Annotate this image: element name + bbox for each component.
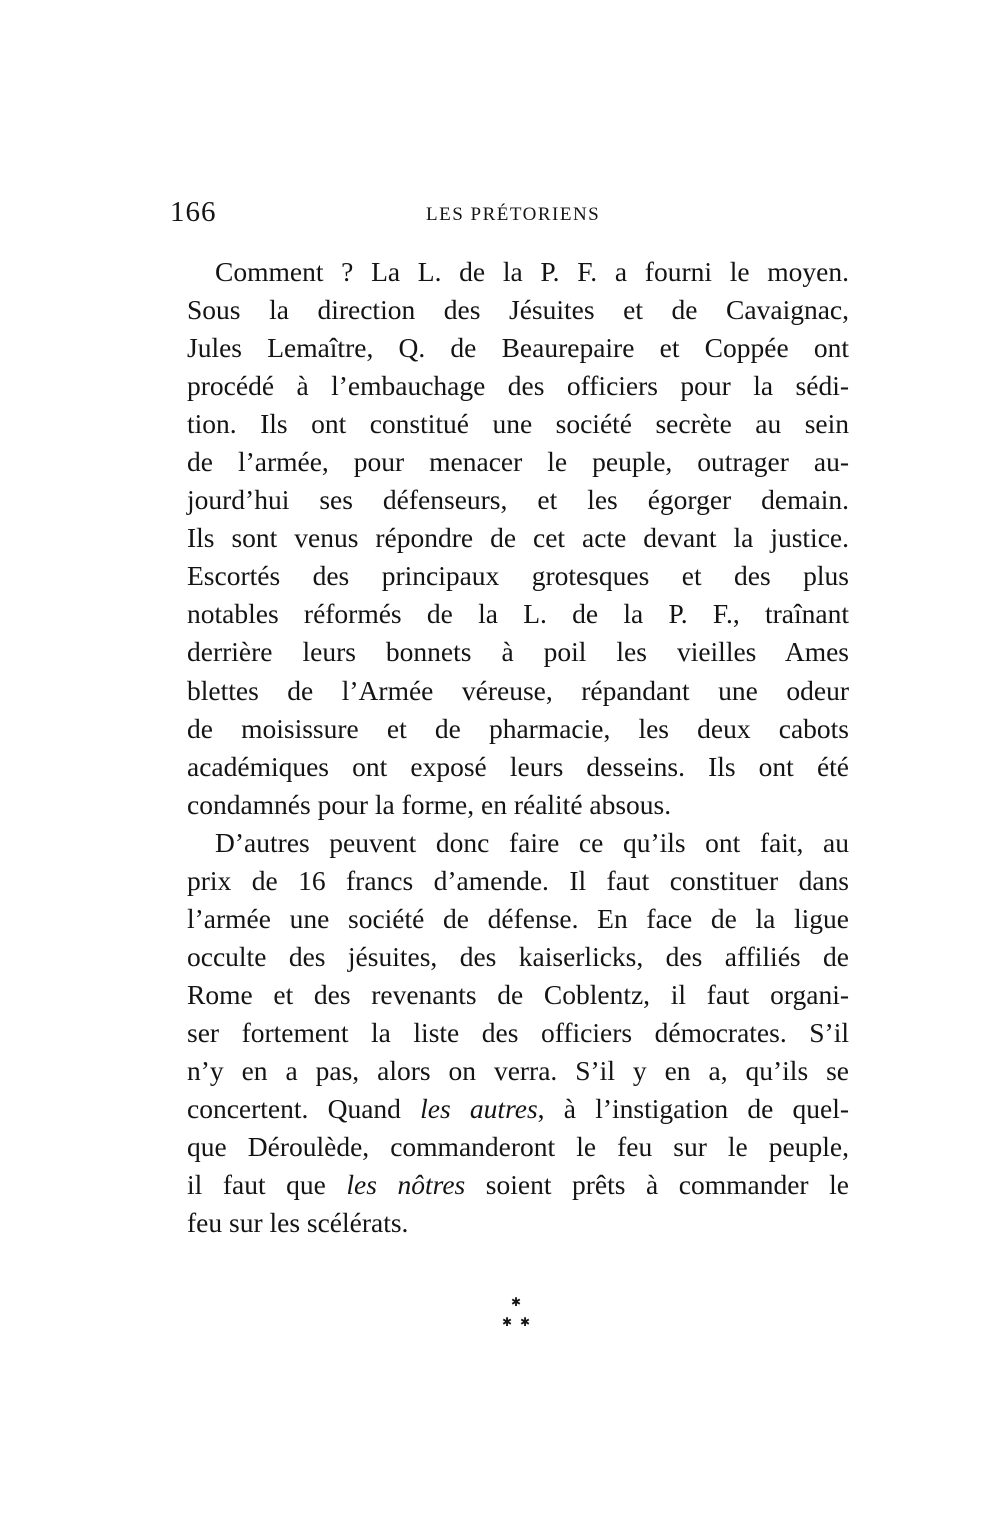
text-run: il faut que	[187, 1169, 347, 1201]
text-line: Jules Lemaître, Q. de Beaurepaire et Coppée ont	[187, 332, 849, 364]
text-line: Comment ? La L. de la P. F. a fourni le moyen.	[215, 256, 849, 287]
text-line	[187, 1090, 849, 1128]
text-line: Sous la direction des Jésuites et de Cavaignac,	[187, 294, 849, 326]
text-line: l’armée une société de défense. En face de la ligue	[187, 902, 849, 934]
text-line: jourd’hui ses défenseurs, et les égorger demain.	[187, 484, 849, 516]
star-icon: ✱	[520, 1315, 531, 1329]
text-line: notables réformés de la L. de la P. F., traînant	[187, 598, 849, 630]
text-line: ser fortement la liste des officiers démocrates. S’il	[187, 1016, 849, 1048]
paragraph-start-line: D’autres peuvent donc faire ce qu’ils ont fait, au	[215, 826, 849, 858]
text-line: Rome et des revenants de Coblentz, il faut organi-	[187, 978, 849, 1010]
text-run: , à l’instigation de quel-	[537, 1093, 850, 1125]
italic-phrase: les nôtres	[346, 1169, 466, 1201]
body-text	[187, 253, 849, 1242]
text-line: n’y en a pas, alors on verra. S’il y en a, qu’ils se	[187, 1054, 849, 1086]
text-line: de moisissure et de pharmacie, les deux cabots	[187, 712, 849, 744]
text-run: soient prêts à commander le	[465, 1169, 849, 1201]
star-icon: ✱	[502, 1315, 513, 1329]
text-line: prix de 16 francs d’amende. Il faut constituer dans	[187, 864, 849, 896]
text-line: blettes de l’Armée véreuse, répandant une odeur	[187, 674, 849, 706]
text-line: procédé à l’embauchage des officiers pour la sédi-	[187, 370, 849, 402]
star-icon: ✱	[511, 1295, 522, 1309]
paragraph-end-line: feu sur les scélérats.	[187, 1207, 409, 1239]
text-line: que Déroulède, commanderont le feu sur le peuple,	[187, 1131, 849, 1163]
text-line: derrière leurs bonnets à poil les vieilles Ames	[187, 636, 849, 668]
text-line: Escortés des principaux grotesques et des plus	[187, 560, 849, 592]
text-line: académiques ont exposé leurs desseins. Ils ont été	[187, 750, 849, 782]
page-number: 166	[170, 196, 217, 228]
running-title: LES PRÉTORIENS	[426, 204, 601, 225]
text-run: concertent. Quand	[187, 1093, 421, 1125]
paragraph-end-line: condamnés pour la forme, en réalité absous.	[187, 788, 672, 820]
text-line: occulte des jésuites, des kaiserlicks, des affiliés de	[187, 940, 849, 972]
text-line: Ils sont venus répondre de cet acte devant la justice.	[187, 522, 849, 554]
running-head	[170, 196, 850, 232]
italic-phrase: les autres	[420, 1093, 538, 1125]
text-line: de l’armée, pour menacer le peuple, outrager au-	[187, 446, 849, 478]
text-line	[187, 1166, 849, 1204]
text-line: tion. Ils ont constitué une société secrète au sein	[187, 408, 849, 440]
asterism-ornament	[497, 1293, 537, 1333]
